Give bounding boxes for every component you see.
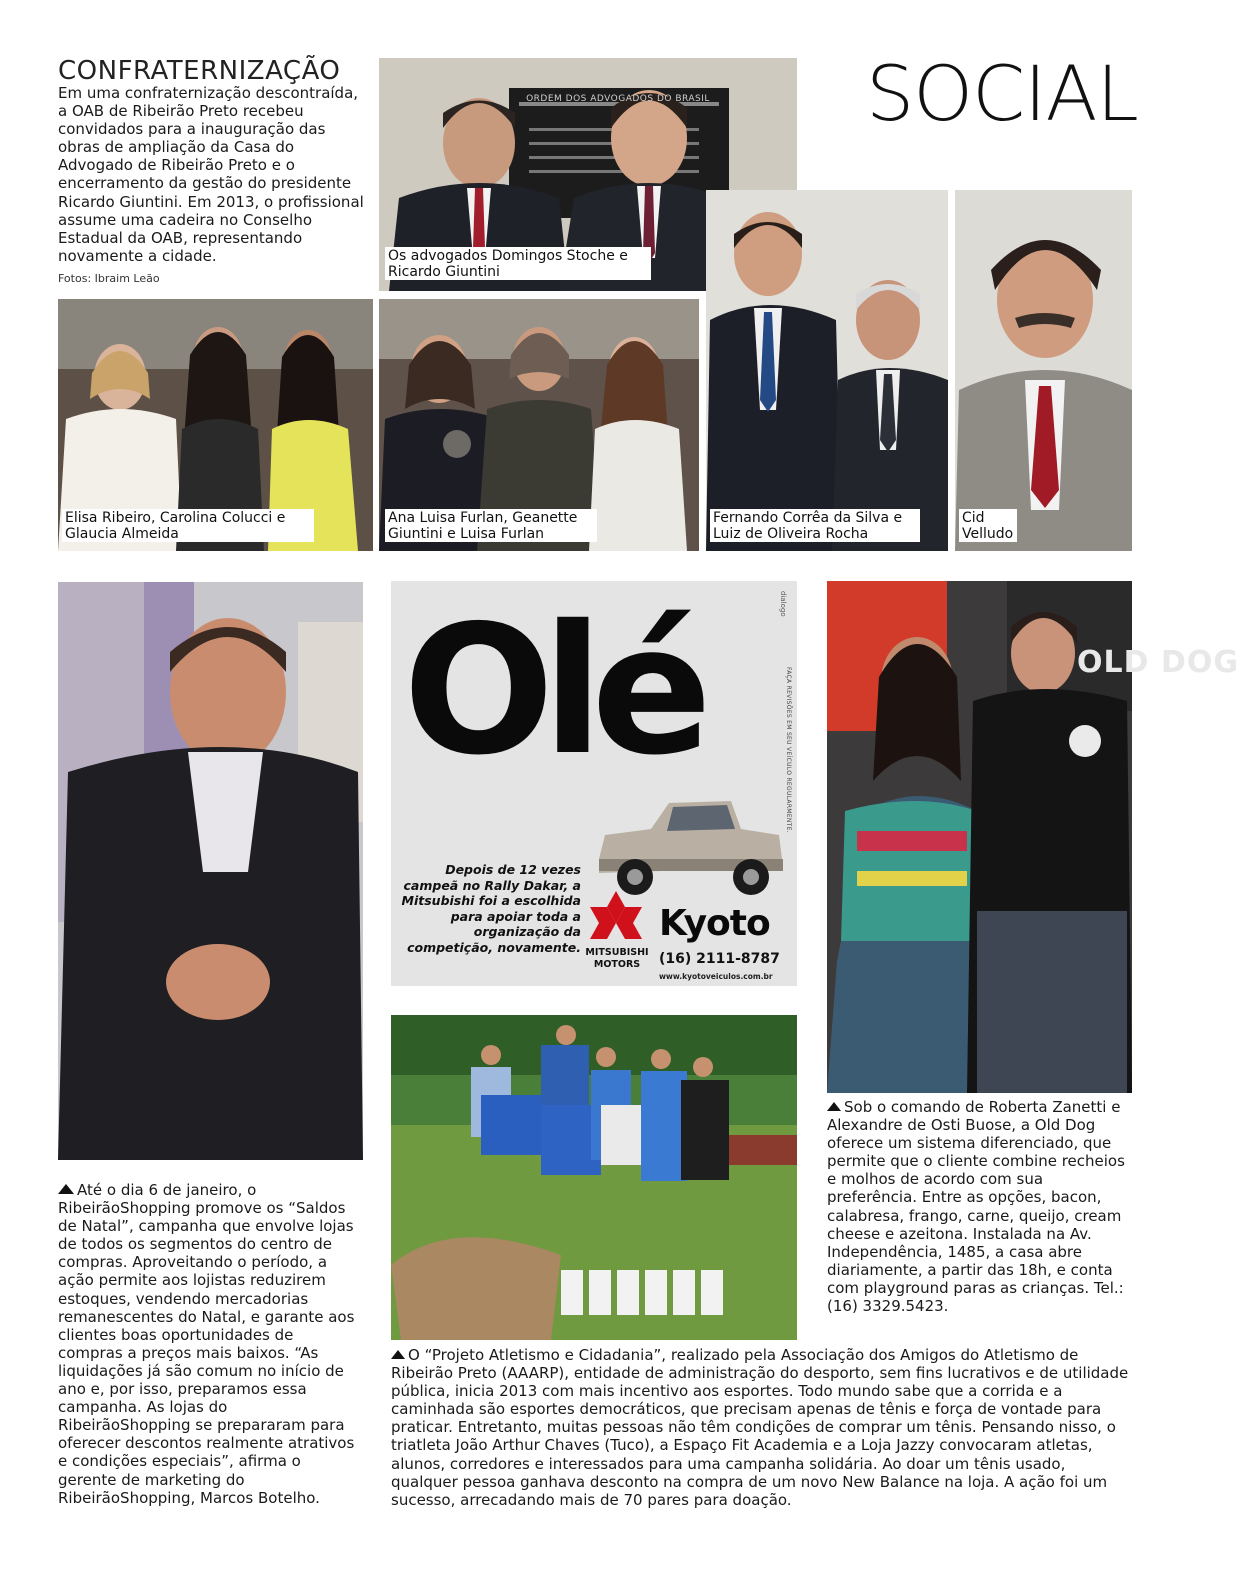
ad-maker: MITSUBISHI MOTORS bbox=[585, 947, 649, 970]
plaque-heading: ORDEM DOS ADVOGADOS DO BRASIL bbox=[526, 94, 710, 104]
photo-elisa bbox=[58, 299, 373, 551]
section-title: SOCIAL bbox=[866, 49, 1138, 138]
photo-credit: Fotos: Ibraim Leão bbox=[58, 272, 160, 285]
atletismo-article-text: O “Projeto Atletismo e Cidadania”, realizado pela Associação dos Amigos do Atletismo de Ribeirão Preto (AAARP), entidade de administração do desporto, sem fins lucrativos e de utilidade pública, inicia 2013 com mais incentivo aos esportes. Todo mundo sabe que a corrida e a caminhada são esportes democráticos, que precisam apenas de tênis e força de vontade para praticar. Entretanto, muitas pessoas não têm condições de comprar um tênis. Pensando nisso, o triatleta João Arthur Chaves (Tuco), a Espaço Fit Academia e a Loja Jazzy convocaram atletas, alunos, corredores e interessados para uma campanha solidária. Ao doar um tênis usado, qualquer pessoa ganhava desconto na compra de um novo New Balance na loja. A ação foi um sucesso, arrecadando mais de 70 pares para doação. bbox=[391, 1346, 1129, 1509]
ad-agency: dialogo bbox=[779, 591, 787, 617]
photo-shopping-manager bbox=[58, 582, 363, 1160]
caption-elisa: Elisa Ribeiro, Carolina Colucci e Glaucia Almeida bbox=[62, 509, 314, 542]
ad-website: www.kyotoveiculos.com.br bbox=[659, 972, 773, 981]
intro-paragraph: Em uma confraternização descontraída, a OAB de Ribeirão Preto recebeu convidados para a inauguração das obras de ampliação da Casa do Advogado de Ribeirão Preto e o encerramento da gestão do presidente Ricardo Giuntini. Em 2013, o profissional assume uma cadeira no Conselho Estadual da OAB, representando novamente a cidade. bbox=[58, 84, 364, 265]
ad-headline: Olé bbox=[403, 587, 701, 794]
caption-fernando: Fernando Corrêa da Silva e Luiz de Oliveira Rocha bbox=[710, 509, 920, 542]
caption-advogados: Os advogados Domingos Stoche e Ricardo Giuntini bbox=[385, 247, 651, 280]
ad-brand: Kyoto bbox=[659, 903, 770, 944]
ad-side-note: FAÇA REVISÕES EM SEU VEÍCULO REGULARMENTE. bbox=[785, 667, 792, 833]
photo-atletismo bbox=[391, 1015, 797, 1340]
atletismo-article bbox=[391, 1346, 1131, 1509]
photo-old-dog bbox=[827, 581, 1239, 1093]
old-dog-sign: OLD DOG bbox=[1077, 645, 1239, 680]
shopping-article bbox=[58, 1181, 358, 1507]
mitsubishi-ad bbox=[391, 581, 797, 986]
triangle-icon bbox=[58, 1184, 74, 1194]
caption-cid: Cid Velludo bbox=[959, 509, 1017, 542]
article-title: CONFRATERNIZAÇÃO bbox=[58, 56, 341, 86]
photo-cid bbox=[955, 190, 1132, 551]
triangle-icon bbox=[827, 1102, 841, 1111]
caption-ana: Ana Luisa Furlan, Geanette Giuntini e Luisa Furlan bbox=[385, 509, 597, 542]
photo-fernando bbox=[706, 190, 948, 551]
mitsubishi-logo-icon bbox=[587, 889, 645, 949]
old-dog-article-text: Sob o comando de Roberta Zanetti e Alexandre de Osti Buose, a Old Dog oferece um sistema diferenciado, que permite que o cliente combine recheios e molhos de acordo com sua preferência. Entre as opções, bacon, calabresa, frango, carne, queijo, cream cheese e azeitona. Instalada na Av. Independência, 1485, a casa abre diariamente, a partir das 18h, e conta com playground paras as crianças. Tel.: (16) 3329.5423. bbox=[827, 1098, 1125, 1316]
shopping-article-text: Até o dia 6 de janeiro, o RibeirãoShopping promove os “Saldos de Natal”, campanha que envolve lojas de todos os segmentos do centro de compras. Aproveitando o período, a ação permite aos lojistas reduzirem estoques, vendendo mercadorias remanescentes do Natal, e garante aos clientes boas oportunidades de compras a preços mais baixos. “As liquidações já são comum no início de ano e, por isso, preparamos essa campanha. As lojas do RibeirãoShopping se prepararam para oferecer descontos realmente atrativos e condições especiais”, afirma o gerente de marketing do RibeirãoShopping, Marcos Botelho. bbox=[58, 1181, 355, 1507]
ad-copy: Depois de 12 vezes campeã no Rally Dakar, a Mitsubishi foi a escolhida para apoiar toda a organização da competição, novamente. bbox=[401, 862, 581, 955]
old-dog-article bbox=[827, 1098, 1127, 1315]
ad-truck-image bbox=[591, 789, 787, 901]
triangle-icon bbox=[391, 1350, 405, 1359]
photo-ana bbox=[379, 299, 699, 551]
ad-phone: (16) 2111-8787 bbox=[659, 951, 780, 967]
